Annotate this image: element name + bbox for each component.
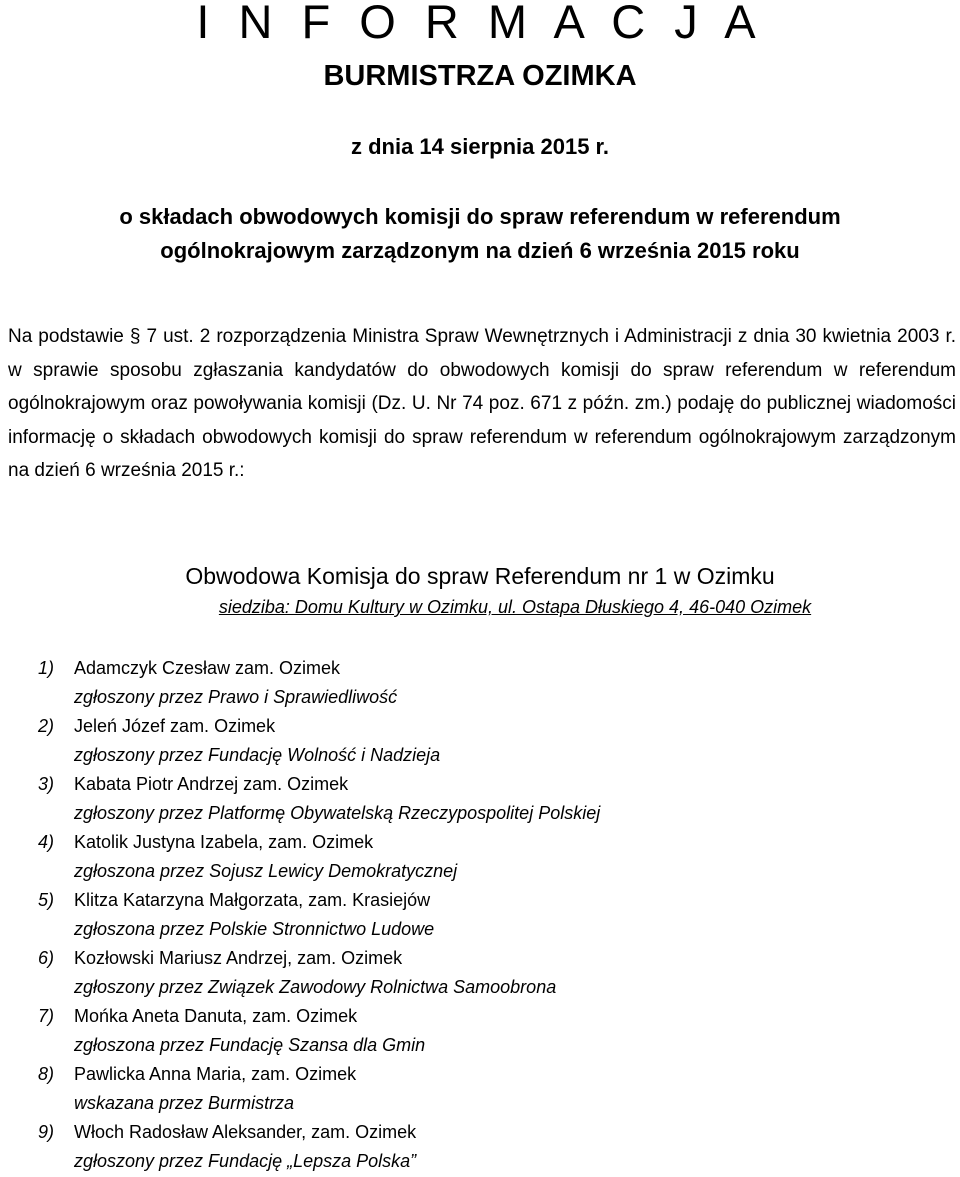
list-item <box>38 1002 938 1060</box>
commission-seat: siedziba: Domu Kultury w Ozimku, ul. Ostapa Dłuskiego 4, 46-040 Ozimek <box>218 597 812 617</box>
list-item <box>38 654 938 712</box>
member-nominated-by: wskazana przez Burmistrza <box>74 1093 295 1113</box>
list-item <box>38 712 938 770</box>
member-name: Jeleń Józef zam. Ozimek <box>74 716 276 736</box>
member-name: Włoch Radosław Aleksander, zam. Ozimek <box>74 1122 417 1142</box>
list-item <box>38 770 938 828</box>
member-name: Katolik Justyna Izabela, zam. Ozimek <box>74 832 374 852</box>
intro-paragraph: Na podstawie § 7 ust. 2 rozporządzenia Ministra Spraw Wewnętrznych i Administracji z dnia 30 kwietnia 2003 r. w sprawie sposobu zgłaszania kandydatów do obwodowych komisji do spraw referendum w referendum ogólnokrajowym oraz powoływania komisji (Dz. U. Nr 74 poz. 671 z późn. zm.) podaję do publicznej wiadomości informację o składach obwodowych komisji do spraw referendum w referendum ogólnokrajowym zarządzonym na dzień 6 września 2015 r.: <box>8 326 956 481</box>
member-name: Kozłowski Mariusz Andrzej, zam. Ozimek <box>74 948 403 968</box>
member-name: Pawlicka Anna Maria, zam. Ozimek <box>74 1064 357 1084</box>
commission-name: Obwodowa Komisja do spraw Referendum nr 1 w Ozimku <box>185 563 775 589</box>
document-date: z dnia 14 sierpnia 2015 r. <box>350 134 610 159</box>
item-number: 2) <box>38 716 55 736</box>
item-number: 5) <box>38 890 55 910</box>
list-item <box>38 944 938 1002</box>
item-number: 7) <box>38 1006 55 1026</box>
member-nominated-by: zgłoszony przez Fundację „Lepsza Polska” <box>74 1151 417 1171</box>
member-nominated-by: zgłoszona przez Sojusz Lewicy Demokratycznej <box>74 861 458 881</box>
member-nominated-by: zgłoszona przez Polskie Stronnictwo Ludowe <box>74 919 435 939</box>
list-item <box>38 886 938 944</box>
list-item <box>38 1118 938 1176</box>
item-number: 8) <box>38 1064 55 1084</box>
member-nominated-by: zgłoszony przez Fundację Wolność i Nadzieja <box>74 745 441 765</box>
list-item <box>38 1060 938 1118</box>
document-topic <box>0 200 960 268</box>
list-item <box>38 828 938 886</box>
document-subtitle: BURMISTRZA OZIMKA <box>323 60 637 92</box>
member-nominated-by: zgłoszona przez Fundację Szansa dla Gmin <box>74 1035 426 1055</box>
members-list <box>38 654 938 1176</box>
item-number: 1) <box>38 658 55 678</box>
member-name: Adamczyk Czesław zam. Ozimek <box>74 658 341 678</box>
member-name: Mońka Aneta Danuta, zam. Ozimek <box>74 1006 358 1026</box>
item-number: 4) <box>38 832 55 852</box>
member-nominated-by: zgłoszony przez Platformę Obywatelską Rzeczypospolitej Polskiej <box>74 803 601 823</box>
document-title: I N F O R M A C J A <box>196 0 764 48</box>
item-number: 6) <box>38 948 55 968</box>
member-nominated-by: zgłoszony przez Związek Zawodowy Rolnictwa Samoobrona <box>74 977 557 997</box>
member-name: Klitza Katarzyna Małgorzata, zam. Krasiejów <box>74 890 431 910</box>
item-number: 3) <box>38 774 55 794</box>
topic-line-2: ogólnokrajowym zarządzonym na dzień 6 września 2015 roku <box>160 238 800 263</box>
topic-line-1: o składach obwodowych komisji do spraw referendum w referendum <box>119 204 841 229</box>
item-number: 9) <box>38 1122 55 1142</box>
member-name: Kabata Piotr Andrzej zam. Ozimek <box>74 774 349 794</box>
member-nominated-by: zgłoszony przez Prawo i Sprawiedliwość <box>74 687 398 707</box>
